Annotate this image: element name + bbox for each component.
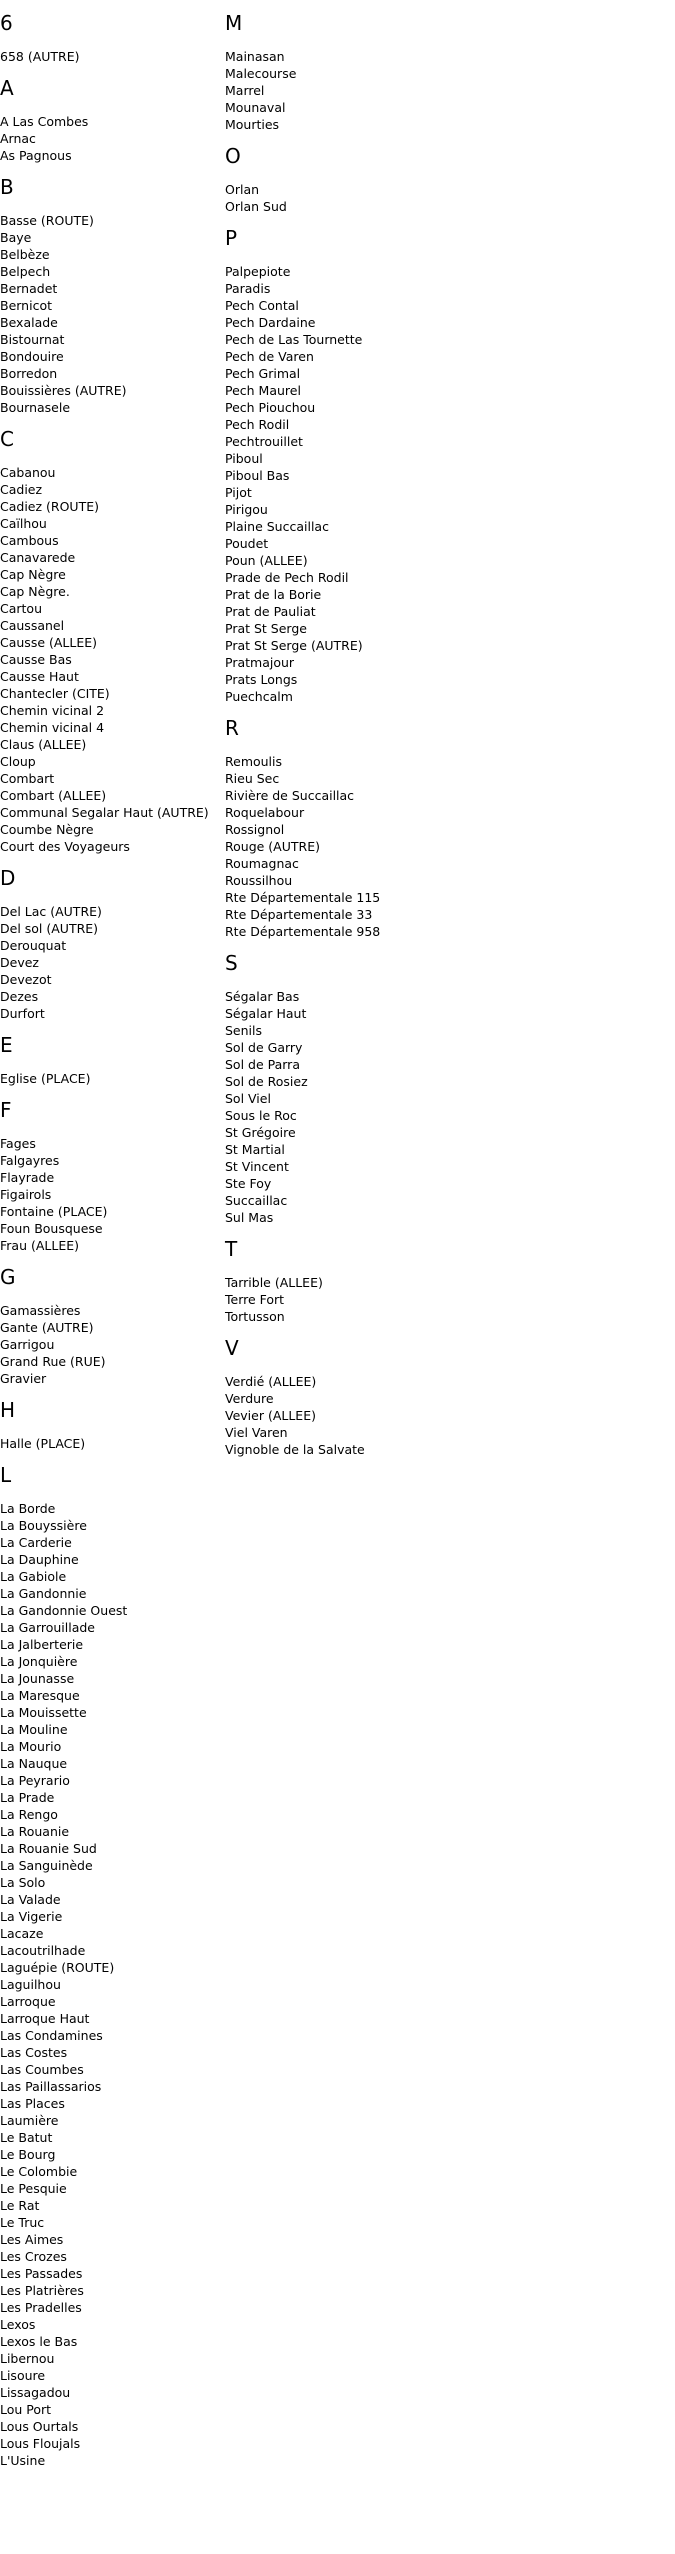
street-name: Halle (PLACE) bbox=[0, 1436, 86, 1451]
street-name: Poudet bbox=[225, 536, 269, 551]
street-name: Les Platrières bbox=[0, 2283, 84, 2298]
street-name: Sol de Parra bbox=[225, 1057, 300, 1072]
street-name: Las Coumbes bbox=[0, 2062, 84, 2077]
section-letter-heading: D bbox=[0, 866, 16, 890]
street-name: Lissagadou bbox=[0, 2385, 71, 2400]
street-name: Mourties bbox=[225, 117, 280, 132]
street-name: Lacoutrilhade bbox=[0, 1943, 86, 1958]
street-name: Durfort bbox=[0, 1006, 45, 1021]
section-letter-heading: T bbox=[225, 1237, 238, 1261]
street-name: 658 (AUTRE) bbox=[0, 49, 80, 64]
street-name: La Mouline bbox=[0, 1722, 68, 1737]
street-name: Sol de Rosiez bbox=[225, 1074, 308, 1089]
letter-section bbox=[225, 1325, 525, 1458]
street-name: La Rouanie Sud bbox=[0, 1841, 97, 1856]
street-name: Causse (ALLEE) bbox=[0, 635, 98, 650]
street-name: Borredon bbox=[0, 366, 58, 381]
letter-section bbox=[0, 416, 225, 855]
street-name: Basse (ROUTE) bbox=[0, 213, 94, 228]
street-name: Cap Nègre bbox=[0, 567, 66, 582]
street-name: Eglise (PLACE) bbox=[0, 1071, 91, 1086]
street-index-left-column bbox=[0, 0, 225, 2469]
street-name: Le Bourg bbox=[0, 2147, 56, 2162]
letter-section bbox=[0, 1254, 225, 1387]
street-name: Cloup bbox=[0, 754, 36, 769]
street-name: Pech de Las Tournette bbox=[225, 332, 363, 347]
street-list bbox=[0, 1500, 225, 2469]
letter-section bbox=[0, 164, 225, 416]
street-name: Del sol (AUTRE) bbox=[0, 921, 99, 936]
street-name: Laumière bbox=[0, 2113, 59, 2128]
section-letter-heading: R bbox=[225, 716, 239, 740]
street-name: Sul Mas bbox=[225, 1210, 274, 1225]
street-name: Frau (ALLEE) bbox=[0, 1238, 80, 1253]
street-name: Orlan bbox=[225, 182, 260, 197]
street-name: Causse Haut bbox=[0, 669, 79, 684]
street-name: La Carderie bbox=[0, 1535, 72, 1550]
street-name: Del Lac (AUTRE) bbox=[0, 904, 102, 919]
street-name: Cadiez (ROUTE) bbox=[0, 499, 99, 514]
street-name: Rte Départementale 33 bbox=[225, 907, 373, 922]
street-name: Court des Voyageurs bbox=[0, 839, 130, 854]
street-name: Lacaze bbox=[0, 1926, 44, 1941]
street-name: Vignoble de la Salvate bbox=[225, 1442, 365, 1457]
street-name: Pech Rodil bbox=[225, 417, 290, 432]
street-name: Verdure bbox=[225, 1391, 274, 1406]
street-name: Devezot bbox=[0, 972, 52, 987]
street-name: Prat de Pauliat bbox=[225, 604, 316, 619]
street-name: La Rouanie bbox=[0, 1824, 70, 1839]
street-name: Pirigou bbox=[225, 502, 268, 517]
section-letter-heading: H bbox=[0, 1398, 16, 1422]
street-name: A Las Combes bbox=[0, 114, 89, 129]
street-name: Rte Départementale 115 bbox=[225, 890, 381, 905]
street-list bbox=[225, 181, 525, 215]
street-name: St Grégoire bbox=[225, 1125, 296, 1140]
street-name: Laguilhou bbox=[0, 1977, 61, 1992]
street-list bbox=[225, 753, 525, 940]
section-letter-heading: S bbox=[225, 951, 238, 975]
letter-section bbox=[0, 0, 225, 65]
street-name: Pech Contal bbox=[225, 298, 299, 313]
street-name: Ste Foy bbox=[225, 1176, 272, 1191]
letter-section bbox=[0, 1452, 225, 2469]
street-name: Les Pradelles bbox=[0, 2300, 82, 2315]
street-name: Las Condamines bbox=[0, 2028, 103, 2043]
street-name: Fontaine (PLACE) bbox=[0, 1204, 108, 1219]
street-name: Combart (ALLEE) bbox=[0, 788, 107, 803]
street-name: La Gabiole bbox=[0, 1569, 67, 1584]
street-name: Communal Segalar Haut (AUTRE) bbox=[0, 805, 209, 820]
street-name: Piboul bbox=[225, 451, 263, 466]
street-name: Laguépie (ROUTE) bbox=[0, 1960, 115, 1975]
street-name: Les Crozes bbox=[0, 2249, 67, 2264]
street-name: Sol Viel bbox=[225, 1091, 271, 1106]
street-name: Garrigou bbox=[0, 1337, 55, 1352]
street-name: Pijot bbox=[225, 485, 252, 500]
street-name: Caussanel bbox=[0, 618, 65, 633]
street-name: Lou Port bbox=[0, 2402, 52, 2417]
section-letter-heading: M bbox=[225, 11, 243, 35]
street-name: Canavarede bbox=[0, 550, 76, 565]
street-name: Pech Dardaine bbox=[225, 315, 316, 330]
street-name: La Nauque bbox=[0, 1756, 68, 1771]
street-name: La Borde bbox=[0, 1501, 56, 1516]
street-name: La Bouyssière bbox=[0, 1518, 87, 1533]
street-name: Flayrade bbox=[0, 1170, 55, 1185]
street-name: Fages bbox=[0, 1136, 36, 1151]
letter-section bbox=[225, 133, 525, 215]
section-letter-heading: O bbox=[225, 144, 241, 168]
street-list bbox=[0, 212, 225, 416]
section-letter-heading: C bbox=[0, 427, 14, 451]
street-name: Bernadet bbox=[0, 281, 58, 296]
street-name: Bouissières (AUTRE) bbox=[0, 383, 127, 398]
street-name: Ségalar Haut bbox=[225, 1006, 307, 1021]
street-name: La Garrouillade bbox=[0, 1620, 96, 1635]
street-name: Lous Ourtals bbox=[0, 2419, 79, 2434]
letter-section bbox=[225, 705, 525, 940]
street-name: La Maresque bbox=[0, 1688, 80, 1703]
section-letter-heading: V bbox=[225, 1336, 239, 1360]
street-name: Grand Rue (RUE) bbox=[0, 1354, 106, 1369]
street-name: Libernou bbox=[0, 2351, 55, 2366]
street-name: Claus (ALLEE) bbox=[0, 737, 87, 752]
street-name: Succaillac bbox=[225, 1193, 288, 1208]
street-name: Le Pesquie bbox=[0, 2181, 67, 2196]
street-name: Gamassières bbox=[0, 1303, 81, 1318]
street-name: Caïlhou bbox=[0, 516, 47, 531]
street-name: Rieu Sec bbox=[225, 771, 280, 786]
street-name: Dezes bbox=[0, 989, 39, 1004]
street-name: Cadiez bbox=[0, 482, 43, 497]
street-name: Les Aimes bbox=[0, 2232, 64, 2247]
street-name: Sol de Garry bbox=[225, 1040, 303, 1055]
section-letter-heading: B bbox=[0, 175, 14, 199]
street-name: Prat St Serge (AUTRE) bbox=[225, 638, 363, 653]
street-name: Las Places bbox=[0, 2096, 65, 2111]
street-name: Tortusson bbox=[225, 1309, 285, 1324]
street-name: Bondouire bbox=[0, 349, 64, 364]
street-name: La Mourio bbox=[0, 1739, 62, 1754]
letter-section bbox=[0, 1087, 225, 1254]
street-name: Cartou bbox=[0, 601, 42, 616]
street-name: La Rengo bbox=[0, 1807, 58, 1822]
street-name: Sous le Roc bbox=[225, 1108, 297, 1123]
letter-section bbox=[0, 855, 225, 1022]
street-name: As Pagnous bbox=[0, 148, 72, 163]
street-name: Lous Floujals bbox=[0, 2436, 81, 2451]
street-name: Coumbe Nègre bbox=[0, 822, 94, 837]
street-list bbox=[0, 903, 225, 1022]
street-name: Viel Varen bbox=[225, 1425, 288, 1440]
street-list bbox=[0, 1435, 225, 1452]
street-name: Rouge (AUTRE) bbox=[225, 839, 320, 854]
street-name: Prat de la Borie bbox=[225, 587, 322, 602]
street-name: Pech Grimal bbox=[225, 366, 301, 381]
street-name: Las Costes bbox=[0, 2045, 68, 2060]
street-name: Poun (ALLEE) bbox=[225, 553, 308, 568]
street-list bbox=[225, 263, 525, 705]
street-list bbox=[225, 988, 525, 1226]
street-name: Belbèze bbox=[0, 247, 50, 262]
section-letter-heading: G bbox=[0, 1265, 16, 1289]
street-name: La Jounasse bbox=[0, 1671, 75, 1686]
street-name: Mainasan bbox=[225, 49, 285, 64]
street-name: La Vigerie bbox=[0, 1909, 63, 1924]
street-list bbox=[225, 1373, 525, 1458]
section-letter-heading: L bbox=[0, 1463, 12, 1487]
street-name: La Jalberterie bbox=[0, 1637, 84, 1652]
street-name: Arnac bbox=[0, 131, 36, 146]
street-name: Roumagnac bbox=[225, 856, 299, 871]
street-list bbox=[0, 48, 225, 65]
street-name: Vevier (ALLEE) bbox=[225, 1408, 316, 1423]
street-name: Le Colombie bbox=[0, 2164, 78, 2179]
street-name: Tarrible (ALLEE) bbox=[225, 1275, 323, 1290]
street-name: Larroque bbox=[0, 1994, 56, 2009]
street-name: Cambous bbox=[0, 533, 59, 548]
street-name: Rossignol bbox=[225, 822, 285, 837]
street-name: Orlan Sud bbox=[225, 199, 287, 214]
street-name: Plaine Succaillac bbox=[225, 519, 329, 534]
street-name: La Peyrario bbox=[0, 1773, 70, 1788]
letter-section bbox=[225, 215, 525, 705]
street-name: Gravier bbox=[0, 1371, 47, 1386]
street-name: La Gandonnie Ouest bbox=[0, 1603, 128, 1618]
street-name: La Prade bbox=[0, 1790, 55, 1805]
street-name: Roquelabour bbox=[225, 805, 305, 820]
street-name: La Sanguinède bbox=[0, 1858, 93, 1873]
street-name: La Valade bbox=[0, 1892, 61, 1907]
street-name: Le Batut bbox=[0, 2130, 53, 2145]
section-letter-heading: 6 bbox=[0, 11, 13, 35]
street-name: Prade de Pech Rodil bbox=[225, 570, 349, 585]
street-name: Roussilhou bbox=[225, 873, 293, 888]
street-name: Mounaval bbox=[225, 100, 286, 115]
letter-section bbox=[0, 1022, 225, 1087]
street-list bbox=[0, 1302, 225, 1387]
street-name: Pechtrouillet bbox=[225, 434, 303, 449]
street-name: Bexalade bbox=[0, 315, 58, 330]
street-name: Devez bbox=[0, 955, 39, 970]
letter-section bbox=[0, 65, 225, 164]
street-name: Lisoure bbox=[0, 2368, 46, 2383]
letter-section bbox=[225, 0, 525, 133]
street-name: Baye bbox=[0, 230, 32, 245]
letter-section bbox=[225, 940, 525, 1226]
street-name: Foun Bousquese bbox=[0, 1221, 103, 1236]
street-index-right-column bbox=[225, 0, 525, 1458]
street-list bbox=[225, 48, 525, 133]
street-name: Cap Nègre. bbox=[0, 584, 70, 599]
street-name: La Solo bbox=[0, 1875, 46, 1890]
street-name: St Martial bbox=[225, 1142, 285, 1157]
street-list bbox=[225, 1274, 525, 1325]
street-name: Cabanou bbox=[0, 465, 56, 480]
section-letter-heading: E bbox=[0, 1033, 13, 1057]
street-name: Ségalar Bas bbox=[225, 989, 300, 1004]
street-name: Terre Fort bbox=[225, 1292, 285, 1307]
street-name: Marrel bbox=[225, 83, 265, 98]
street-name: Pech Piouchou bbox=[225, 400, 316, 415]
street-name: Belpech bbox=[0, 264, 51, 279]
street-name: Pech de Varen bbox=[225, 349, 314, 364]
section-letter-heading: F bbox=[0, 1098, 12, 1122]
street-name: Bistournat bbox=[0, 332, 65, 347]
street-name: Derouquat bbox=[0, 938, 67, 953]
street-name: Chantecler (CITE) bbox=[0, 686, 110, 701]
street-name: Combart bbox=[0, 771, 55, 786]
street-name: Causse Bas bbox=[0, 652, 72, 667]
street-name: Prat St Serge bbox=[225, 621, 307, 636]
street-list bbox=[0, 464, 225, 855]
street-name: Bernicot bbox=[0, 298, 53, 313]
street-name: L'Usine bbox=[0, 2453, 46, 2468]
street-name: Puechcalm bbox=[225, 689, 293, 704]
section-letter-heading: A bbox=[0, 76, 14, 100]
street-name: Prats Longs bbox=[225, 672, 298, 687]
street-name: Gante (AUTRE) bbox=[0, 1320, 94, 1335]
street-list bbox=[0, 113, 225, 164]
street-name: Larroque Haut bbox=[0, 2011, 90, 2026]
letter-section bbox=[0, 1387, 225, 1452]
street-name: Bournasele bbox=[0, 400, 71, 415]
street-name: Les Passades bbox=[0, 2266, 83, 2281]
street-name: Lexos bbox=[0, 2317, 36, 2332]
street-name: Chemin vicinal 2 bbox=[0, 703, 105, 718]
street-name: La Mouissette bbox=[0, 1705, 87, 1720]
street-name: Rivière de Succaillac bbox=[225, 788, 355, 803]
street-name: Lexos le Bas bbox=[0, 2334, 78, 2349]
street-name: Senils bbox=[225, 1023, 263, 1038]
street-name: Rte Départementale 958 bbox=[225, 924, 381, 939]
letter-section bbox=[225, 1226, 525, 1325]
street-name: La Jonquière bbox=[0, 1654, 78, 1669]
street-name: Las Paillassarios bbox=[0, 2079, 102, 2094]
street-name: Palpepiote bbox=[225, 264, 291, 279]
street-name: Chemin vicinal 4 bbox=[0, 720, 105, 735]
street-name: Piboul Bas bbox=[225, 468, 290, 483]
street-name: Pech Maurel bbox=[225, 383, 301, 398]
street-name: La Dauphine bbox=[0, 1552, 79, 1567]
street-name: Figairols bbox=[0, 1187, 52, 1202]
street-name: Paradis bbox=[225, 281, 271, 296]
street-list bbox=[0, 1070, 225, 1087]
street-name: Verdié (ALLEE) bbox=[225, 1374, 317, 1389]
street-name: Le Rat bbox=[0, 2198, 40, 2213]
street-list bbox=[0, 1135, 225, 1254]
street-name: Pratmajour bbox=[225, 655, 295, 670]
street-name: St Vincent bbox=[225, 1159, 289, 1174]
street-name: Remoulis bbox=[225, 754, 283, 769]
street-name: Le Truc bbox=[0, 2215, 45, 2230]
section-letter-heading: P bbox=[225, 226, 238, 250]
street-name: Falgayres bbox=[0, 1153, 60, 1168]
street-name: La Gandonnie bbox=[0, 1586, 87, 1601]
street-name: Malecourse bbox=[225, 66, 297, 81]
